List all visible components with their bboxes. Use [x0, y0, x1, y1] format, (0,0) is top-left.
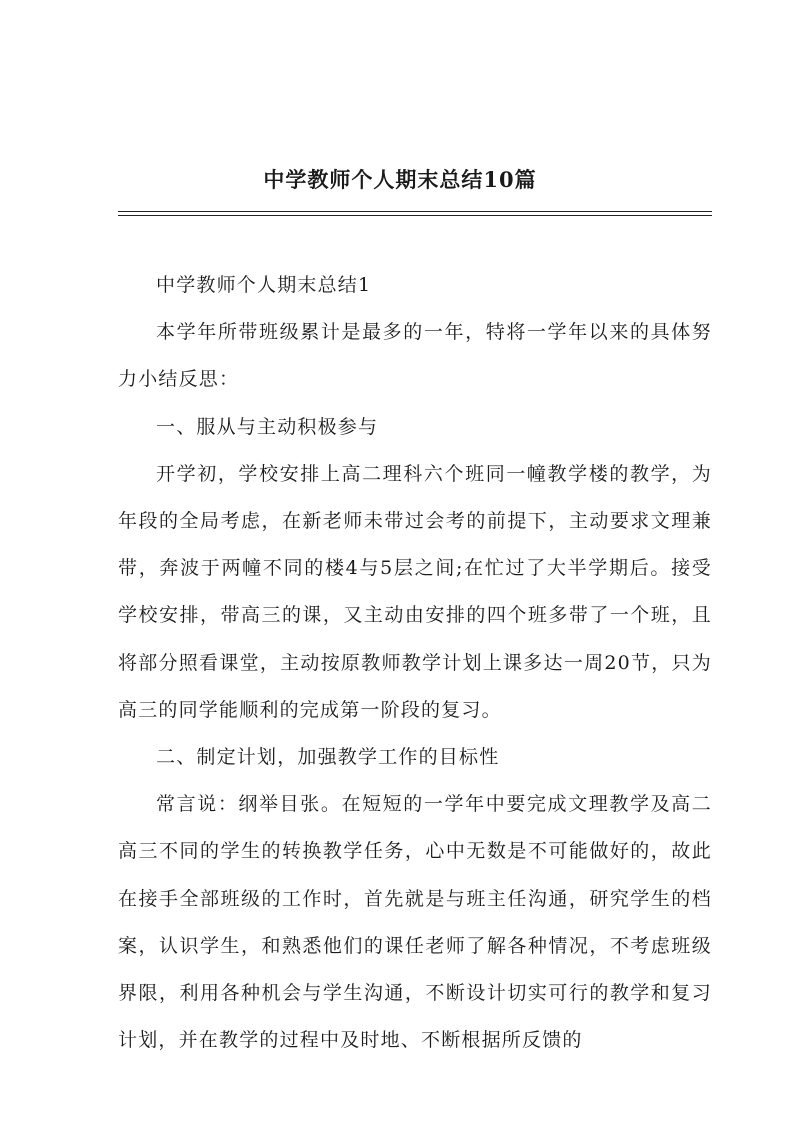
- paragraph-two: 常言说：纲举目张。在短短的一学年中要完成文理教学及高二高三不同的学生的转换教学任务，心中无数是不可能做好的，故此在接手全部班级的工作时，首先就是与班主任沟通，研究学生的档案，认识学生，和熟悉他们的课任老师了解各种情况，不考虑班级界限，利用各种机会与学生沟通，不断设计切实可行的教学和复习计划，并在教学的过程中及时地、不断根据所反馈的: [118, 793, 712, 1052]
- paragraph-intro: 本学年所带班级累计是最多的一年，特将一学年以来的具体努力小结反思：: [118, 321, 712, 391]
- paragraph-one: 开学初，学校安排上高二理科六个班同一幢教学楼的教学，为年段的全局考虑，在新老师未带过会考的前提下，主动要求文理兼带，奔波于两幢不同的楼4与5层之间;在忙过了大半学期后。接受学校安排，带高三的课，又主动由安排的四个班多带了一个班，且将部分照看课堂，主动按原教师教学计划上课多达一周20节，只为高三的同学能顺利的完成第一阶段的复习。: [118, 462, 712, 721]
- document-body: [118, 262, 712, 1064]
- title-divider-bottom: [118, 215, 712, 216]
- document-title: 中学教师个人期末总结10篇: [263, 167, 537, 192]
- section-title: 中学教师个人期末总结1: [156, 274, 372, 296]
- heading-two: 二、制定计划，加强教学工作的目标性: [156, 746, 500, 769]
- title-divider-top: [118, 211, 712, 212]
- heading-one: 一、服从与主动积极参与: [156, 415, 379, 438]
